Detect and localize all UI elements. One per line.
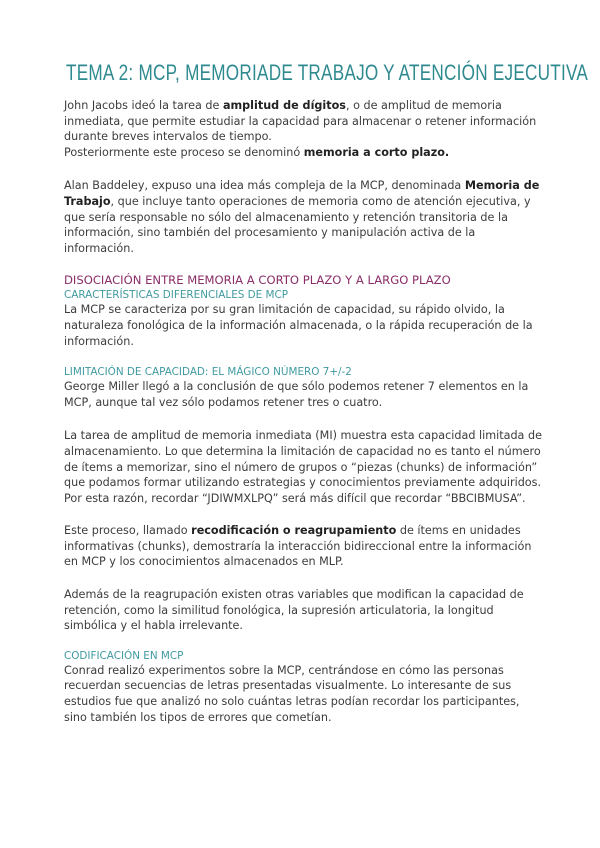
bold-term: memoria a corto plazo. [303,145,450,159]
text-run: , que incluye tanto operaciones de memoria como de atención ejecutiva, y que sería responsable no sólo del almacenamiento y retención transitoria de la información, sino también del procesamiento y manipulación activa de la información. [64,194,531,255]
section-heading-disociacion: DISOCIACIÓN ENTRE MEMORIA A CORTO PLAZO Y A LARGO PLAZO [64,273,451,288]
bold-term: recodificación o reagrupamiento [191,524,397,538]
paragraph-mcp-definition [64,145,542,161]
text-run: Alan Baddeley, expuso una idea más compleja de la MCP, denominada [64,179,465,193]
page-title: TEMA 2: MCP, MEMORIADE TRABAJO Y ATENCIÓN EJECUTIVA [66,60,589,85]
paragraph-memoria-trabajo [64,178,542,256]
paragraph-miller: George Miller llegó a la conclusión de que sólo podemos retener 7 elementos en la MCP, aunque tal vez sólo podamos retener tres o cuatro. [64,380,529,409]
bold-term: Memoria de Trabajo [64,179,540,208]
subheading-codificacion: CODIFICACIÓN EN MCP [64,649,184,662]
paragraph-conrad: Conrad realizó experimentos sobre la MCP, centrándose en cómo las personas recuerdan secuencias de letras presentadas visualmente. Lo interesante de sus estudios fue que analizó no solo cuántas letras podían recordar los participantes, sino también los tipos de errores que cometían. [64,663,520,724]
paragraph-recodificacion [64,523,542,570]
text-run: , o de amplitud de memoria inmediata, que permite estudiar la capacidad para almacenar o retener información durante breves intervalos de tiempo. [64,99,537,144]
document-body [64,98,542,725]
text-run: Posteriormente este proceso se denominó [64,145,304,159]
text-run: John Jacobs ideó la tarea de [64,99,223,112]
paragraph-variables: Además de la reagrupación existen otras variables que modifican la capacidad de retención, como la similitud fonológica, la supresión articulatoria, la longitud simbólica y el habla irrelevante. [64,588,524,633]
subheading-limitacion: LIMITACIÓN DE CAPACIDAD: EL MÁGICO NÚMERO 7+/-2 [64,366,352,379]
text-run: Este proceso, llamado [64,524,192,538]
paragraph-amplitud-mi: La tarea de amplitud de memoria inmediata (MI) muestra esta capacidad limitada de almacenamiento. Lo que determina la limitación de capacidad no es tanto el número de ítems a memorizar, sino el número de grupos o “piezas (chunks) de información” que podamos formar utilizando estrategias y conocimientos previamente adquiridos. Por esta razón, recordar “JDIWMXLPQ” será más difícil que recordar “BBCIBMUSA”. [64,429,542,505]
paragraph-caracteristicas: La MCP se caracteriza por su gran limitación de capacidad, su rápido olvido, la naturaleza fonológica de la información almacenada, o la rápida recuperación de la información. [64,303,533,348]
bold-term: amplitud de dígitos [222,99,346,112]
paragraph-amplitud-digitos [64,98,542,145]
text-run: de ítems en unidades informativas (chunks), demostraría la interacción bidireccional entre la información en MCP y los conocimientos almacenados en MLP. [64,524,532,569]
subheading-caracteristicas: CARACTERÍSTICAS DIFERENCIALES DE MCP [64,289,289,302]
